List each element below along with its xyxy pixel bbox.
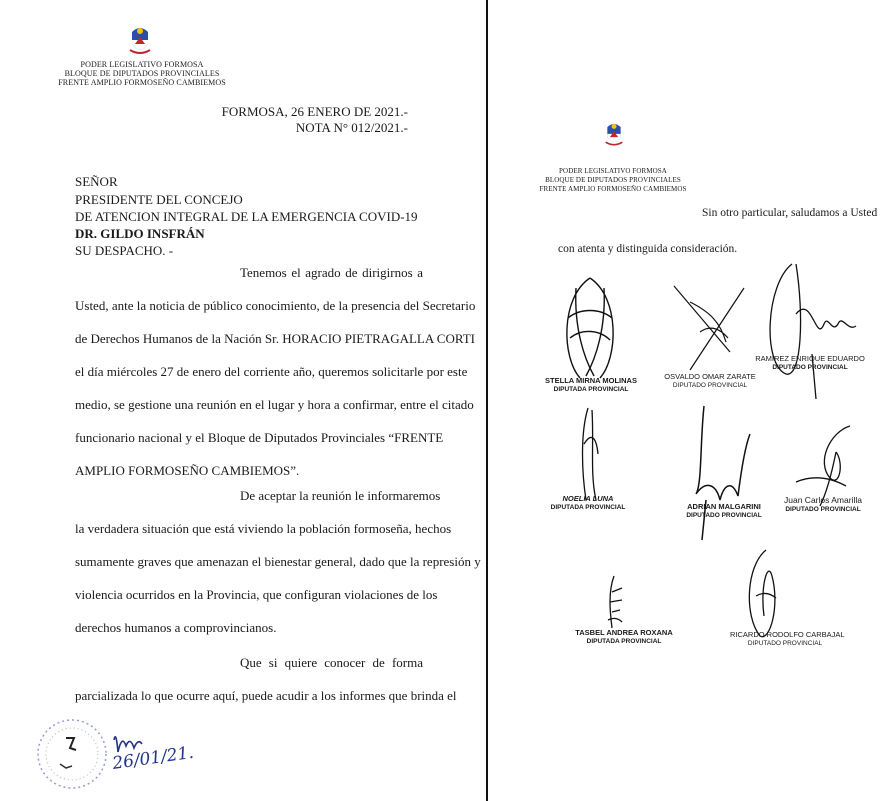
signatory-name: OSVALDO OMAR ZARATE	[664, 372, 756, 381]
received-date: 26/01/21.	[111, 742, 195, 774]
paragraph-2-line: la verdadera situación que está viviendo la población formoseña, hechos	[75, 521, 452, 536]
paragraph-1-line: Tenemos el agrado de dirigirnos a	[240, 265, 423, 280]
signatory-name: NOELIA LUNA	[562, 494, 614, 503]
reception-stamp-icon	[30, 708, 110, 798]
letterhead	[52, 60, 232, 87]
paragraph-2-line: derechos humanos a comprovincianos.	[75, 620, 277, 635]
signatory-4	[546, 494, 630, 512]
paragraph-1-line: medio, se gestione una reunión en el lugar y hora a confirmar, entre el citado	[75, 397, 474, 412]
letterhead	[538, 167, 688, 194]
paragraph-2-line: De aceptar la reunión le informaremos	[240, 488, 441, 503]
signature-scribble-icon	[570, 404, 610, 504]
letterhead-line-2: BLOQUE DE DIPUTADOS PROVINCIALES	[64, 69, 220, 78]
signatory-5	[680, 502, 768, 520]
signatory-name: RAMIREZ ENRIQUE EDUARDO	[755, 354, 865, 363]
formosa-coat-of-arms-icon	[604, 118, 624, 148]
handwritten-received-note	[108, 728, 198, 784]
letterhead-line-3: FRENTE AMPLIO FORMOSEÑO CAMBIEMOS	[58, 78, 226, 87]
signatory-name: TASBEL ANDREA ROXANA	[575, 628, 673, 637]
paragraph-1	[75, 256, 476, 487]
signatory-name: ADRIAN MALGARINI	[687, 502, 761, 511]
signatory-3	[752, 354, 868, 372]
paragraph-2-line: violencia ocurridos en la Provincia, que configuran violaciones de los	[75, 587, 438, 602]
paragraph-1-line: de Derechos Humanos de la Nación Sr. HORACIO PIETRAGALLA CORTI	[75, 331, 475, 346]
signature-scribble-icon	[600, 572, 630, 632]
signatory-6	[778, 496, 868, 514]
letterhead-line-3: FRENTE AMPLIO FORMOSEÑO CAMBIEMOS	[539, 185, 687, 193]
letterhead-line-1: PODER LEGISLATIVO FORMOSA	[559, 167, 667, 175]
signature-scribble-icon	[550, 268, 630, 388]
signatory-role: DIPUTADO PROVINCIAL	[686, 512, 762, 519]
signatory-role: DIPUTADA PROVINCIAL	[553, 386, 629, 393]
page-divider	[486, 0, 488, 801]
paragraph-1-line: AMPLIO FORMOSEÑO CAMBIEMOS”.	[75, 463, 300, 478]
paragraph-3	[75, 646, 457, 712]
closing-line-1: Sin otro particular, saludamos a Usted	[702, 207, 878, 219]
salutation: SEÑOR	[75, 174, 118, 189]
letterhead-line-1: PODER LEGISLATIVO FORMOSA	[80, 60, 204, 69]
paragraph-3-line: parcializada lo que ocurre aquí, puede acudir a los informes que brinda el	[75, 688, 457, 703]
signature-scribble-icon	[752, 254, 862, 404]
addressee-office: SU DESPACHO. -	[75, 243, 174, 258]
paragraph-1-line: funcionario nacional y el Bloque de Diputados Provinciales “FRENTE	[75, 430, 444, 445]
signatory-name: Juan Carlos Amarilla	[784, 495, 862, 505]
letter-page-2	[490, 0, 888, 801]
signatory-name: STELLA MIRNA MOLINAS	[545, 376, 637, 385]
closing-line-2: con atenta y distinguida consideración.	[558, 243, 738, 255]
signatory-name: RICARDO RODOLFO CARBAJAL	[730, 630, 845, 639]
paragraph-1-line: el día miércoles 27 de enero del corriente año, queremos solicitarle por este	[75, 364, 468, 379]
signature-scribble-icon	[676, 404, 766, 544]
formosa-coat-of-arms-icon	[128, 22, 152, 56]
paragraph-2	[75, 479, 481, 644]
date-line: FORMOSA, 26 ENERO DE 2021.-	[221, 104, 408, 119]
paragraph-3-line: Que si quiere conocer de forma	[240, 655, 423, 670]
addressee-line-1: PRESIDENTE DEL CONCEJO	[75, 192, 243, 207]
signatory-role: DIPUTADO PROVINCIAL	[785, 506, 861, 513]
signature-scribble-icon	[670, 282, 750, 374]
signatory-role: DIPUTADA PROVINCIAL	[550, 504, 626, 511]
letterhead-line-2: BLOQUE DE DIPUTADOS PROVINCIALES	[545, 176, 681, 184]
paragraph-1-line: Usted, ante la noticia de público conocimiento, de la presencia del Secretario	[75, 298, 476, 313]
signatory-8	[730, 630, 845, 648]
addressee-line-2: DE ATENCION INTEGRAL DE LA EMERGENCIA COVID-19	[75, 209, 418, 224]
addressee-name: DR. GILDO INSFRÁN	[75, 226, 205, 241]
signatory-role: DIPUTADO PROVINCIAL	[772, 364, 848, 371]
signatory-7	[574, 628, 674, 646]
signatory-role: DIPUTADO PROVINCIAL	[747, 640, 823, 647]
signatory-role: DIPUTADA PROVINCIAL	[586, 638, 662, 645]
paragraph-2-line: sumamente graves que amenazan el bienestar general, dado que la represión y	[75, 554, 481, 569]
note-number: NOTA N° 012/2021.-	[295, 120, 408, 135]
signatory-1	[536, 376, 646, 394]
signatory-role: DIPUTADO PROVINCIAL	[672, 382, 748, 389]
signatory-2	[660, 372, 760, 390]
